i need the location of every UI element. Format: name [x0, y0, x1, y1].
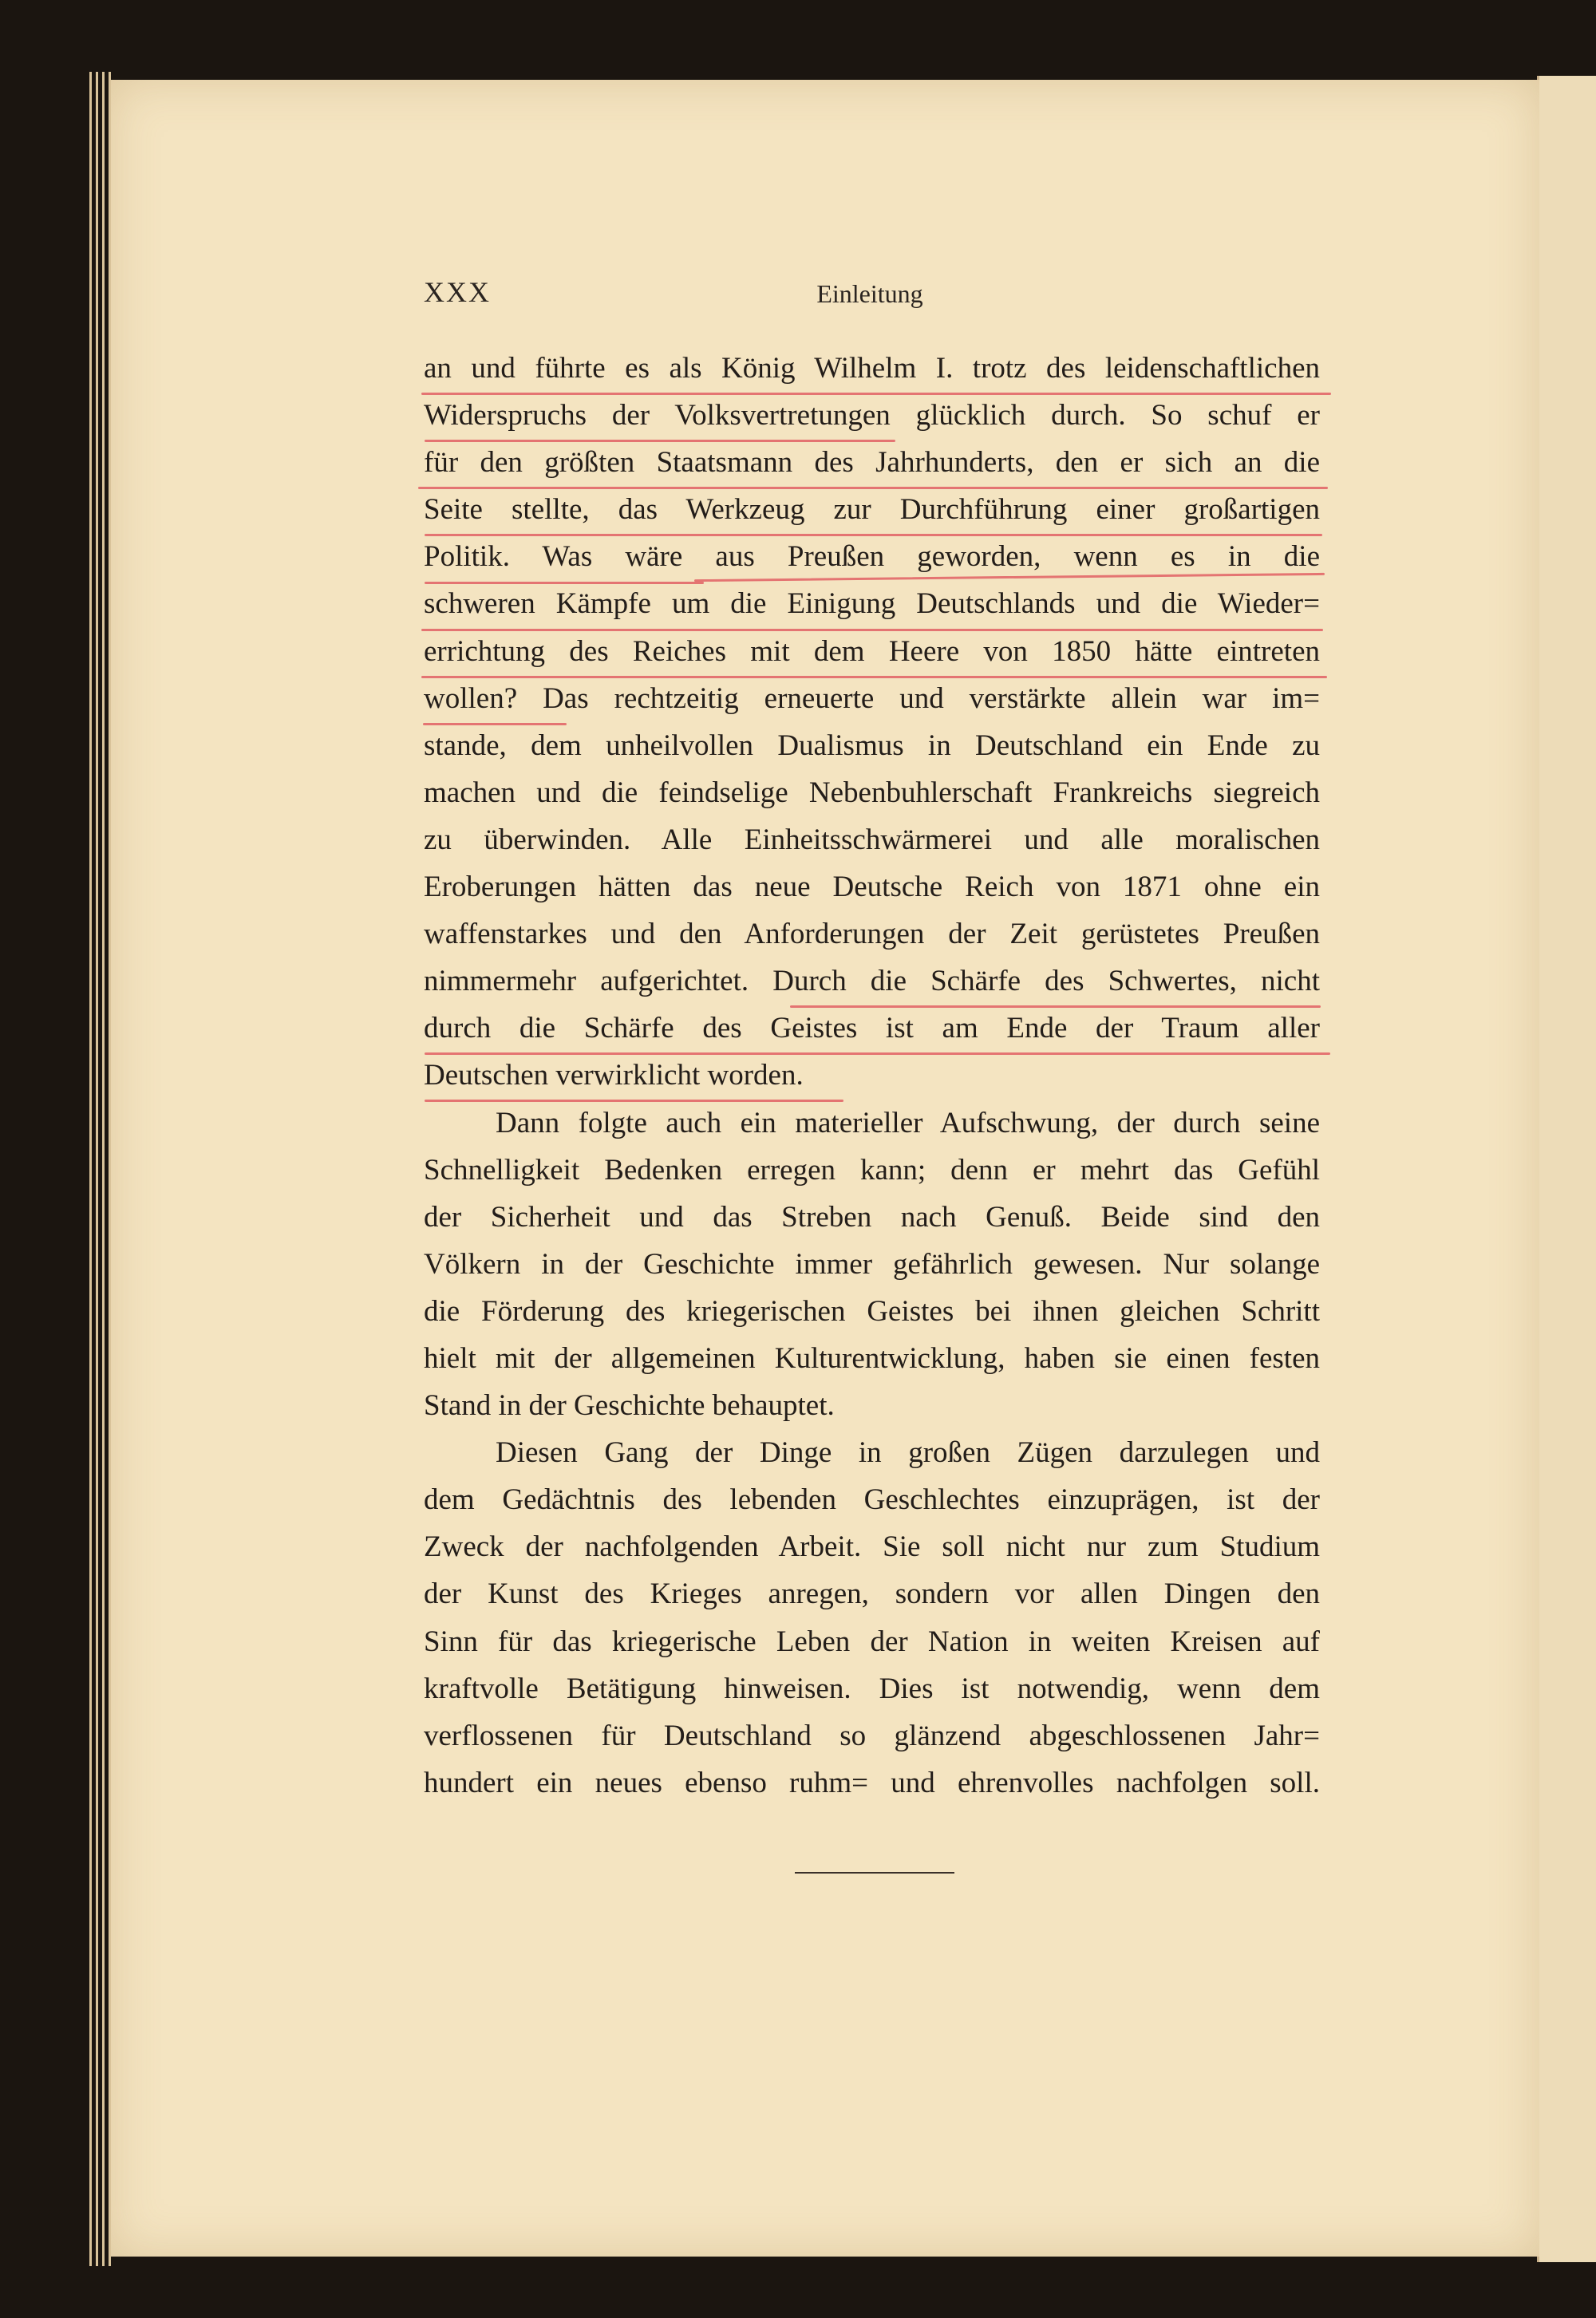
red-underline [423, 723, 567, 725]
red-underline [425, 1052, 1330, 1055]
text-line: Widerspruchs der Volksvertretungen glücklich durch. So schuf er [424, 399, 1320, 432]
page-number: XXX [424, 276, 491, 308]
text-line: Dann folgte auch ein materieller Aufschwung, der durch seine [496, 1106, 1320, 1139]
red-underline [790, 1005, 1321, 1008]
text-line: wollen? Das rechtzeitig erneuerte und verstärkte allein war im= [424, 681, 1320, 715]
red-underline [425, 534, 1322, 536]
red-underline [421, 676, 1327, 678]
text-line: Deutschen verwirklicht worden. [424, 1059, 804, 1092]
text-line: die Förderung des kriegerischen Geistes bei ihnen gleichen Schritt [424, 1294, 1320, 1328]
text-line: nimmermehr aufgerichtet. Durch die Schärfe des Schwertes, nicht [424, 965, 1320, 998]
text-line: hielt mit der allgemeinen Kulturentwicklung, haben sie einen festen [424, 1341, 1320, 1375]
red-underline [425, 1100, 843, 1102]
text-line: verflossenen für Deutschland so glänzend abgeschlossenen Jahr= [424, 1719, 1320, 1752]
text-line: Völkern in der Geschichte immer gefährlich gewesen. Nur solange [424, 1247, 1320, 1281]
red-underline [425, 440, 895, 442]
text-line: kraftvolle Betätigung hinweisen. Dies ist notwendig, wenn dem [424, 1672, 1320, 1705]
red-underline [418, 487, 1328, 489]
text-line: Schnelligkeit Bedenken erregen kann; denn er mehrt das Gefühl [424, 1153, 1320, 1187]
running-title: Einleitung [816, 279, 923, 308]
text-line: schweren Kämpfe um die Einigung Deutschlands und die Wieder= [424, 587, 1320, 621]
text-line: an und führte es als König Wilhelm I. trotz des leidenschaftlichen [424, 352, 1320, 385]
red-underline [425, 582, 704, 584]
text-line: zu überwinden. Alle Einheitsschwärmerei und alle moralischen [424, 823, 1320, 856]
text-line: der Sicherheit und das Streben nach Genuß. Beide sind den [424, 1200, 1320, 1234]
text-line: machen und die feindselige Nebenbuhlerschaft Frankreichs siegreich [424, 776, 1320, 809]
text-line: durch die Schärfe des Geistes ist am Ende der Traum aller [424, 1012, 1320, 1045]
text-line: hundert ein neues ebenso ruhm= und ehrenvolles nachfolgen soll. [424, 1766, 1320, 1799]
red-underline [421, 393, 1331, 395]
text-line: Politik. Was wäre aus Preußen geworden, wenn es in die [424, 540, 1320, 574]
text-line: stande, dem unheilvollen Dualismus in Deutschland ein Ende zu [424, 729, 1320, 762]
body-text [424, 345, 1320, 1807]
text-line: der Kunst des Krieges anregen, sondern vor allen Dingen den [424, 1578, 1320, 1611]
next-page-edge [1537, 76, 1596, 2262]
text-line: dem Gedächtnis des lebenden Geschlechtes einzuprägen, ist der [424, 1483, 1320, 1517]
text-line: Eroberungen hätten das neue Deutsche Reich von 1871 ohne ein [424, 871, 1320, 904]
end-rule [795, 1872, 954, 1874]
text-line: Zweck der nachfolgenden Arbeit. Sie soll nicht nur zum Studium [424, 1530, 1320, 1564]
text-line: Seite stellte, das Werkzeug zur Durchführung einer großartigen [424, 493, 1320, 527]
text-line: waffenstarkes und den Anforderungen der Zeit gerüstetes Preußen [424, 918, 1320, 951]
text-line: Stand in der Geschichte behauptet. [424, 1389, 835, 1423]
text-line: für den größten Staatsmann des Jahrhunderts, den er sich an die [424, 446, 1320, 480]
red-underline [421, 629, 1323, 631]
text-line: Sinn für das kriegerische Leben der Nation in weiten Kreisen auf [424, 1625, 1320, 1658]
text-line: errichtung des Reiches mit dem Heere von 1850 hätte eintreten [424, 634, 1320, 668]
text-line: Diesen Gang der Dinge in großen Zügen darzulegen und [496, 1436, 1320, 1470]
